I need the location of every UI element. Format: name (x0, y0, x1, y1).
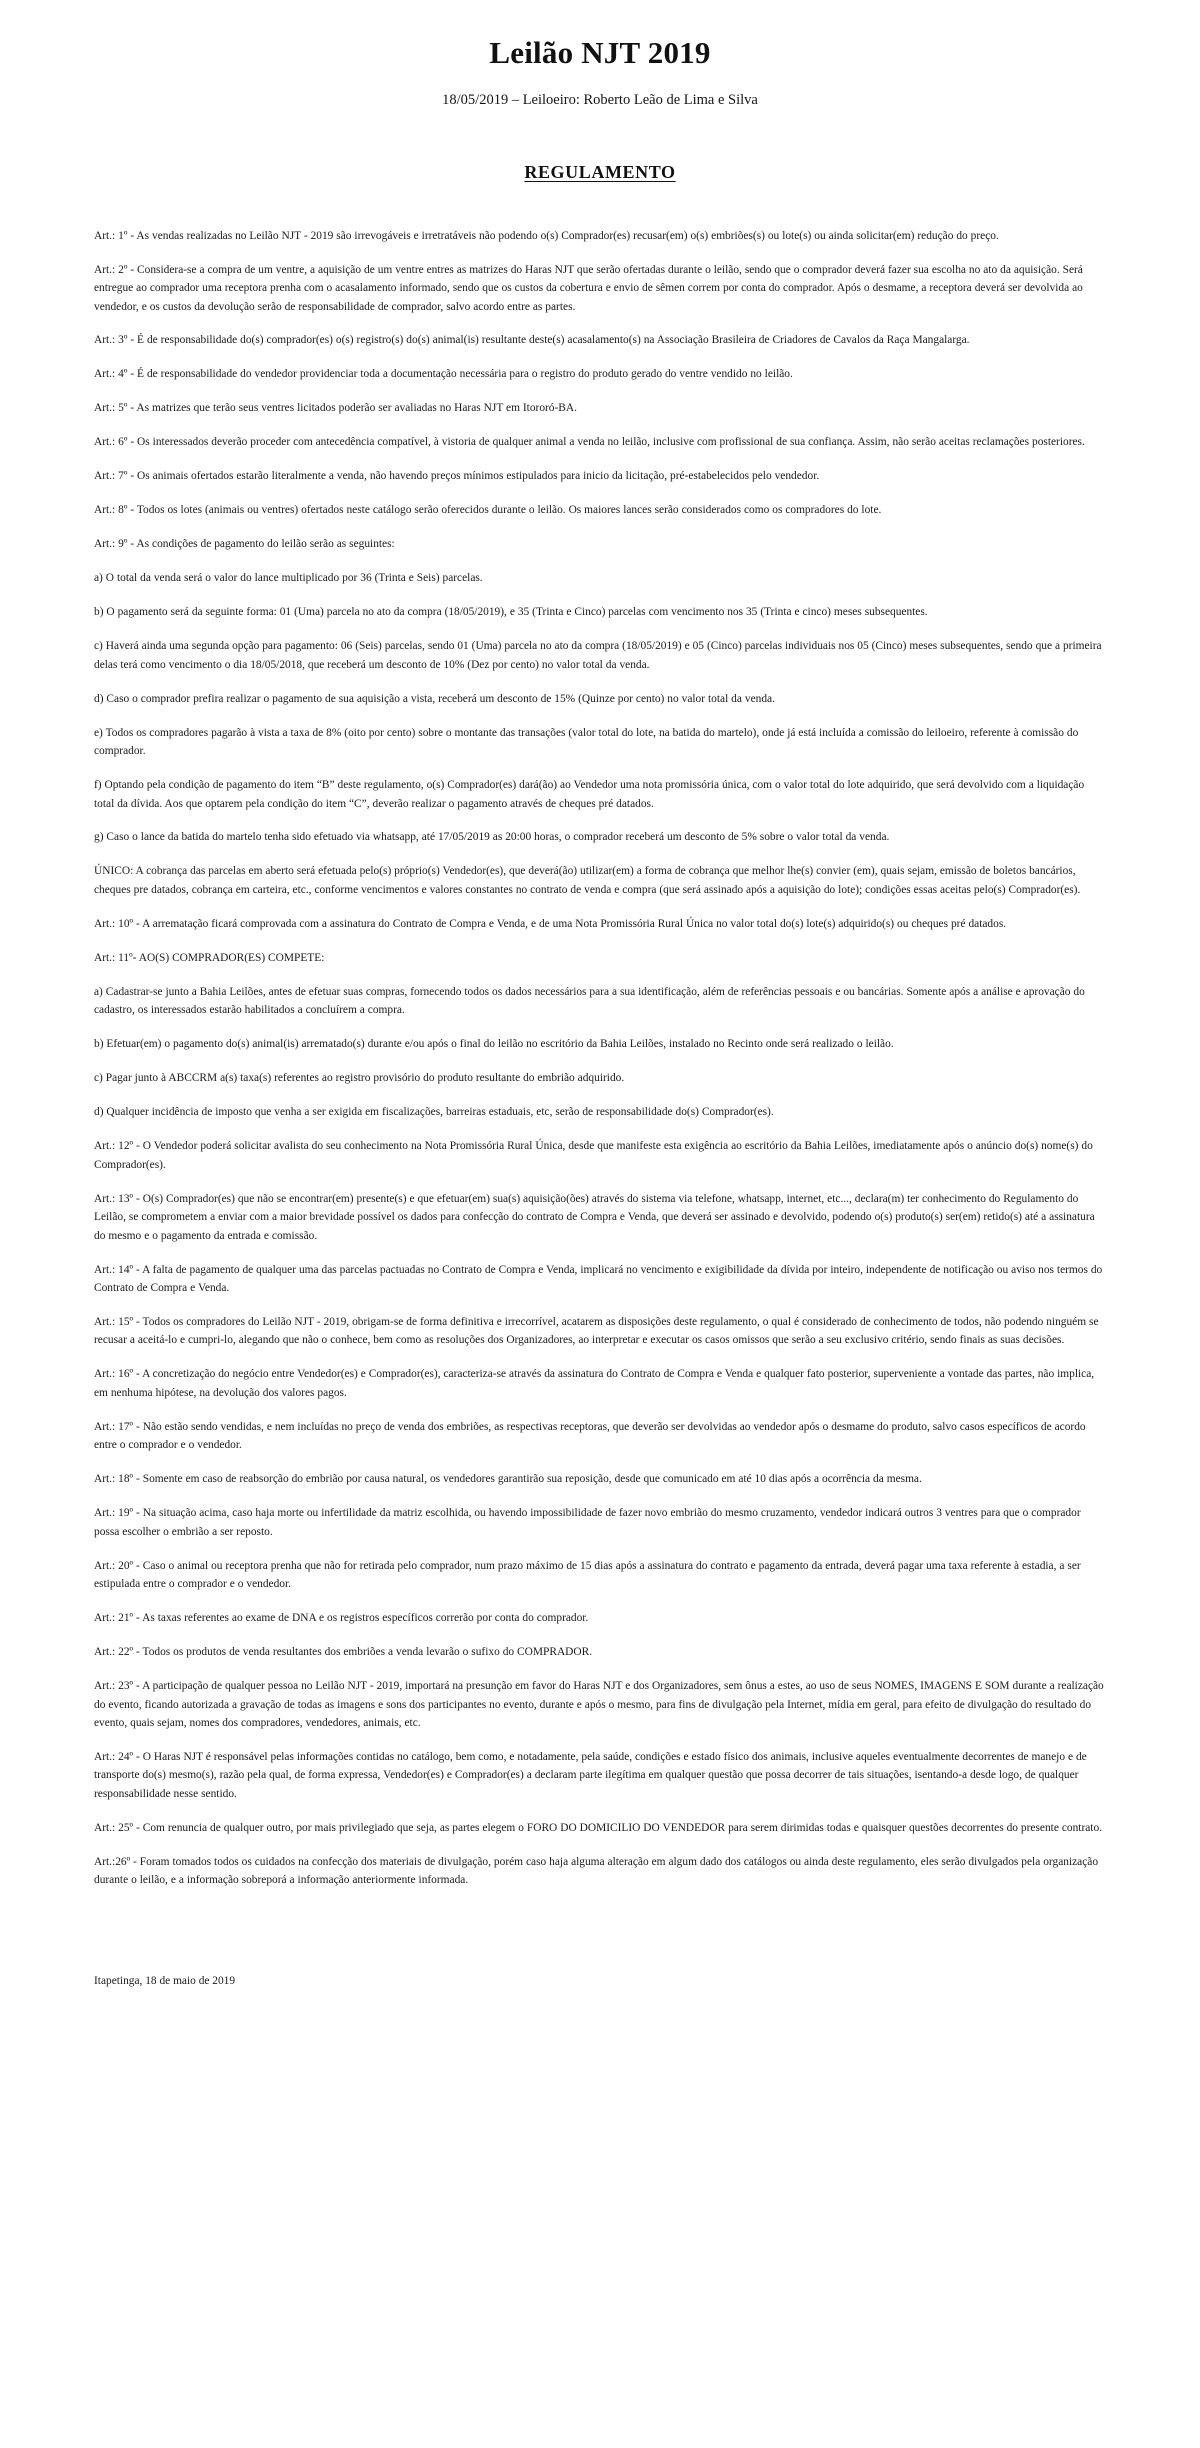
clause-paragraph: e) Todos os compradores pagarão à vista a taxa de 8% (oito por cento) sobre o montante das transações (valor total do lote, na batida do martelo), onde já está incluída a comissão do leiloeiro, referente à comissão do comprador. (94, 726, 1079, 758)
clause-paragraph: Art.: 11º- AO(S) COMPRADOR(ES) COMPETE: (94, 951, 325, 964)
clause-paragraph: c) Haverá ainda uma segunda opção para pagamento: 06 (Seis) parcelas, sendo 01 (Uma) parcela no ato da compra (18/05/2019) e 05 (Cinco) parcelas individuais nos 05 (Cinco) meses subsequentes, sendo que a primeira delas terá como vencimento o dia 18/05/2018, que receberá um desconto de 10% (Dez por cento) no valor total da venda. (94, 640, 1102, 671)
clause-paragraph: Art.: 12º - O Vendedor poderá solicitar avalista do seu conhecimento na Nota Promissória Rural Única, desde que manifeste esta exigência ao escritório da Bahia Leilões, imediatamente após o anúncio do(s) nome(s) do Comprador(es). (94, 1140, 1093, 1171)
clause-paragraph: Art.: 7º - Os animais ofertados estarão literalmente a venda, não havendo preços mínimos estipulados para inicio da licitação, pré-estabelecidos pelo vendedor. (94, 470, 820, 483)
clause-paragraph: b) O pagamento será da seguinte forma: 01 (Uma) parcela no ato da compra (18/05/2019), e 35 (Trinta e Cinco) parcelas com vencimento nos 35 (Trinta e cinco) meses subsequentes. (94, 606, 928, 619)
clause-paragraph: Art.: 10º - A arrematação ficará comprovada com a assinatura do Contrato de Compra e Venda, e de uma Nota Promissória Rural Única no valor total do(s) lote(s) adquirido(s) ou cheques pré datados. (94, 917, 1007, 930)
clause-paragraph: Art.: 20º - Caso o animal ou receptora prenha que não for retirada pelo comprador, num prazo máximo de 15 dias após a assinatura do contrato e pagamento da entrada, deverá pagar uma taxa referente à estadia, a ser estipulada entre o comprador e o vendedor. (94, 1559, 1081, 1591)
clause-paragraph: ÚNICO: A cobrança das parcelas em aberto será efetuada pelo(s) próprio(s) Vendedor(es), que deverá(ão) utilizar(em) a forma de cobrança que melhor lhe(s) convier (em), quais sejam, emissão de boletos bancários, cheques pre datados, cobrança em carteira, etc., conforme vencimentos e valores constantes no contrato de venda e compra (que será assinado após a aquisição do lote); condições essas aceitas pelo(s) Comprador(es). (94, 865, 1081, 896)
section-heading-regulamento: REGULAMENTO (524, 161, 676, 182)
clause-paragraph: Art.: 25º - Com renuncia de qualquer outro, por mais privilegiado que seja, as partes elegem o FORO DO DOMICILIO DO VENDEDOR para serem dirimidas todas e quaisquer questões decorrentes do presente contrato. (94, 1821, 1103, 1834)
clause-paragraph: Art.: 4º - É de responsabilidade do vendedor providenciar toda a documentação necessária para o registro do produto gerado do ventre vendido no leilão. (94, 368, 793, 381)
clause-paragraph: d) Qualquer incidência de imposto que venha a ser exigida em fiscalizações, barreiras estaduais, etc, serão de responsabilidade do(s) Comprador(es). (94, 1106, 774, 1119)
clause-paragraph: Art.: 24º - O Haras NJT é responsável pelas informações contidas no catálogo, bem como, e notadamente, pela saúde, condições e estado físico dos animais, inclusive aqueles eventualmente decorrentes de manejo e de transporte do(s) mesmo(s), razão pela qual, de forma expressa, Vendedor(es) e Comprador(es) a declaram parte ilegítima em qualquer questão que possa decorrer de tais situações, isentando-a desde logo, de qualquer responsabilidade nesse sentido. (94, 1750, 1087, 1800)
clause-paragraph: Art.: 21º - As taxas referentes ao exame de DNA e os registros específicos correrão por conta do comprador. (94, 1612, 589, 1625)
clause-paragraph: Art.: 9º - As condições de pagamento do leilão serão as seguintes: (94, 538, 395, 551)
clause-paragraph: Art.: 8º - Todos os lotes (animais ou ventres) ofertados neste catálogo serão oferecidos durante o leilão. Os maiores lances serão considerados como os compradores do lote. (94, 504, 882, 517)
clause-paragraph: d) Caso o comprador prefira realizar o pagamento de sua aquisição a vista, receberá um desconto de 15% (Quinze por cento) no valor total da venda. (94, 692, 775, 705)
clause-paragraph: Art.: 15º - Todos os compradores do Leilão NJT - 2019, obrigam-se de forma definitiva e irrecorrível, acatarem as disposições deste regulamento, o qual é considerado de conhecimento de todos, não podendo ninguém se recusar a aceitá-lo e cumpri-lo, alegando que não o conhece, bem como as resoluções dos Organizadores, ao interpretar e executar os casos omissos que serão a seu exclusivo critério, sendo finais as suas decisões. (94, 1315, 1099, 1347)
clause-paragraph: Art.:26º - Foram tomados todos os cuidados na confecção dos materiais de divulgação, porém caso haja alguma alteração em algum dado dos catálogos ou ainda deste regulamento, eles serão divulgados pela organização durante o leilão, e a informação sobreporá a informação anteriormente informada. (94, 1855, 1099, 1887)
clause-paragraph: f) Optando pela condição de pagamento do item “B” deste regulamento, o(s) Comprador(es) dará(ão) ao Vendedor uma nota promissória única, com o valor total do lote adquirido, que será devolvido com a liquidação total da dívida. Aos que optarem pela condição do item “C”, deverão realizar o pagamento através de cheques pré datados. (94, 779, 1085, 810)
clause-paragraph: Art.: 2º - Considera-se a compra de um ventre, a aquisição de um ventre entres as matrizes do Haras NJT que serão ofertadas durante o leilão, sendo que o comprador deverá fazer sua escolha no ato da aquisição. Será entregue ao comprador uma receptora prenha com o acasalamento informado, sendo que os custos da cobertura e envio de sêmen correm por conta do comprador. Após o desmame, a receptora deverá ser devolvida ao vendedor, e os custos da devolução serão de responsabilidade de comprador, salvo acordo entre as partes. (94, 263, 1083, 313)
clause-paragraph: c) Pagar junto à ABCCRM a(s) taxa(s) referentes ao registro provisório do produto resultante do embrião adquirido. (94, 1072, 625, 1085)
section-heading-container (0, 162, 1200, 183)
clause-paragraph: Art.: 19º - Na situação acima, caso haja morte ou infertilidade da matriz escolhida, ou havendo impossibilidade de fazer novo embrião do mesmo cruzamento, vendedor indicará outros 3 ventres para que o comprador possa escolher o embrião a ser reposto. (94, 1507, 1081, 1538)
clause-paragraph: Art.: 22º - Todos os produtos de venda resultantes dos embriões a venda levarão o sufixo do COMPRADOR. (94, 1646, 593, 1659)
clause-paragraph: a) O total da venda será o valor do lance multiplicado por 36 (Trinta e Seis) parcelas. (94, 572, 483, 585)
clause-paragraph: Art.: 1º - As vendas realizadas no Leilão NJT - 2019 são irrevogáveis e irretratáveis não podendo o(s) Comprador(es) recusar(em) o(s) embriões(s) ou lote(s) ou ainda solicitar(em) redução do preço. (94, 229, 999, 242)
closing-line: Itapetinga, 18 de maio de 2019 (94, 1974, 236, 1987)
document-subtitle: 18/05/2019 – Leiloeiro: Roberto Leão de Lima e Silva (442, 91, 758, 108)
clause-paragraph: g) Caso o lance da batida do martelo tenha sido efetuado via whatsapp, até 17/05/2019 as 20:00 horas, o comprador receberá um desconto de 5% sobre o valor total da venda. (94, 831, 890, 844)
clause-paragraph: Art.: 23º - A participação de qualquer pessoa no Leilão NJT - 2019, importará na presunção em favor do Haras NJT e dos Organizadores, sem ônus a estes, ao uso de seus NOMES, IMAGENS E SOM durante a realização do evento, ficando autorizada a gravação de todas as imagens e sons dos participantes no evento, durante e após o mesmo, para fins de divulgação pela Internet, mídia em geral, para efeito de divulgação do resultado do evento, quais sejam, nomes dos compradores, vendedores, animais, etc. (94, 1680, 1104, 1729)
clause-paragraph: Art.: 14º - A falta de pagamento de qualquer uma das parcelas pactuadas no Contrato de Compra e Venda, implicará no vencimento e exigibilidade da dívida por inteiro, independente de notificação ou aviso nos termos do Contrato de Compra e Venda. (94, 1263, 1103, 1294)
document-header (0, 0, 1200, 110)
clause-paragraph: a) Cadastrar-se junto a Bahia Leilões, antes de efetuar suas compras, fornecendo todos os dados necessários para a sua identificação, além de referências pessoais e ou bancárias. Somente após a análise e aprovação do cadastro, os interessados estarão habilitados a concluírem a compra. (94, 985, 1085, 1017)
clause-paragraph: Art.: 16º - A concretização do negócio entre Vendedor(es) e Comprador(es), caracteriza-se através da assinatura do Contrato de Compra e Venda e qualquer fato posterior, superveniente a vontade das partes, não implica, em nenhuma hipótese, na devolução dos valores pagos. (94, 1368, 1095, 1399)
clause-paragraph: Art.: 5º - As matrizes que terão seus ventres licitados poderão ser avaliadas no Haras NJT em Itororó-BA. (94, 402, 577, 415)
clause-paragraph: Art.: 6º - Os interessados deverão proceder com antecedência compatível, à vistoria de qualquer animal a venda no leilão, inclusive com profissional de sua confiança. Assim, não serão aceitas reclamações posteriores. (94, 436, 1085, 449)
clause-paragraph: b) Efetuar(em) o pagamento do(s) animal(is) arrematado(s) durante e/ou após o final do leilão no escritório da Bahia Leilões, instalado no Recinto onde será realizado o leilão. (94, 1038, 894, 1051)
clause-paragraph: Art.: 3º - É de responsabilidade do(s) comprador(es) o(s) registro(s) do(s) animal(is) resultante deste(s) acasalamento(s) na Associação Brasileira de Criadores de Cavalos da Raça Mangalarga. (94, 334, 970, 347)
page-title: Leilão NJT 2019 (489, 35, 711, 70)
clause-paragraph: Art.: 18º - Somente em caso de reabsorção do embrião por causa natural, os vendedores garantirão sua reposição, desde que comunicado em até 10 dias após a ocorrência da mesma. (94, 1473, 922, 1486)
clause-paragraph: Art.: 13º - O(s) Comprador(es) que não se encontrar(em) presente(s) e que efetuar(em) sua(s) aquisição(ões) através do sistema via telefone, whatsapp, internet, etc..., declara(m) ter conhecimento do Regulamento do Leilão, se comprometem a enviar com a maior brevidade possível os dados para confecção do contrato de Compra e Venda, que deverá ser assinado e devolvido, podendo o(s) produto(s) ser(em) retido(s) até a assinatura do mesmo e o pagamento da entrada e comissão. (94, 1192, 1095, 1242)
clause-paragraph: Art.: 17º - Não estão sendo vendidas, e nem incluídas no preço de venda dos embriões, as respectivas receptoras, que deverão ser devolvidas ao vendedor após o desmame do produto, salvo casos específicos de acordo entre o comprador e o vendedor. (94, 1420, 1086, 1452)
clause-list (94, 183, 1106, 1930)
